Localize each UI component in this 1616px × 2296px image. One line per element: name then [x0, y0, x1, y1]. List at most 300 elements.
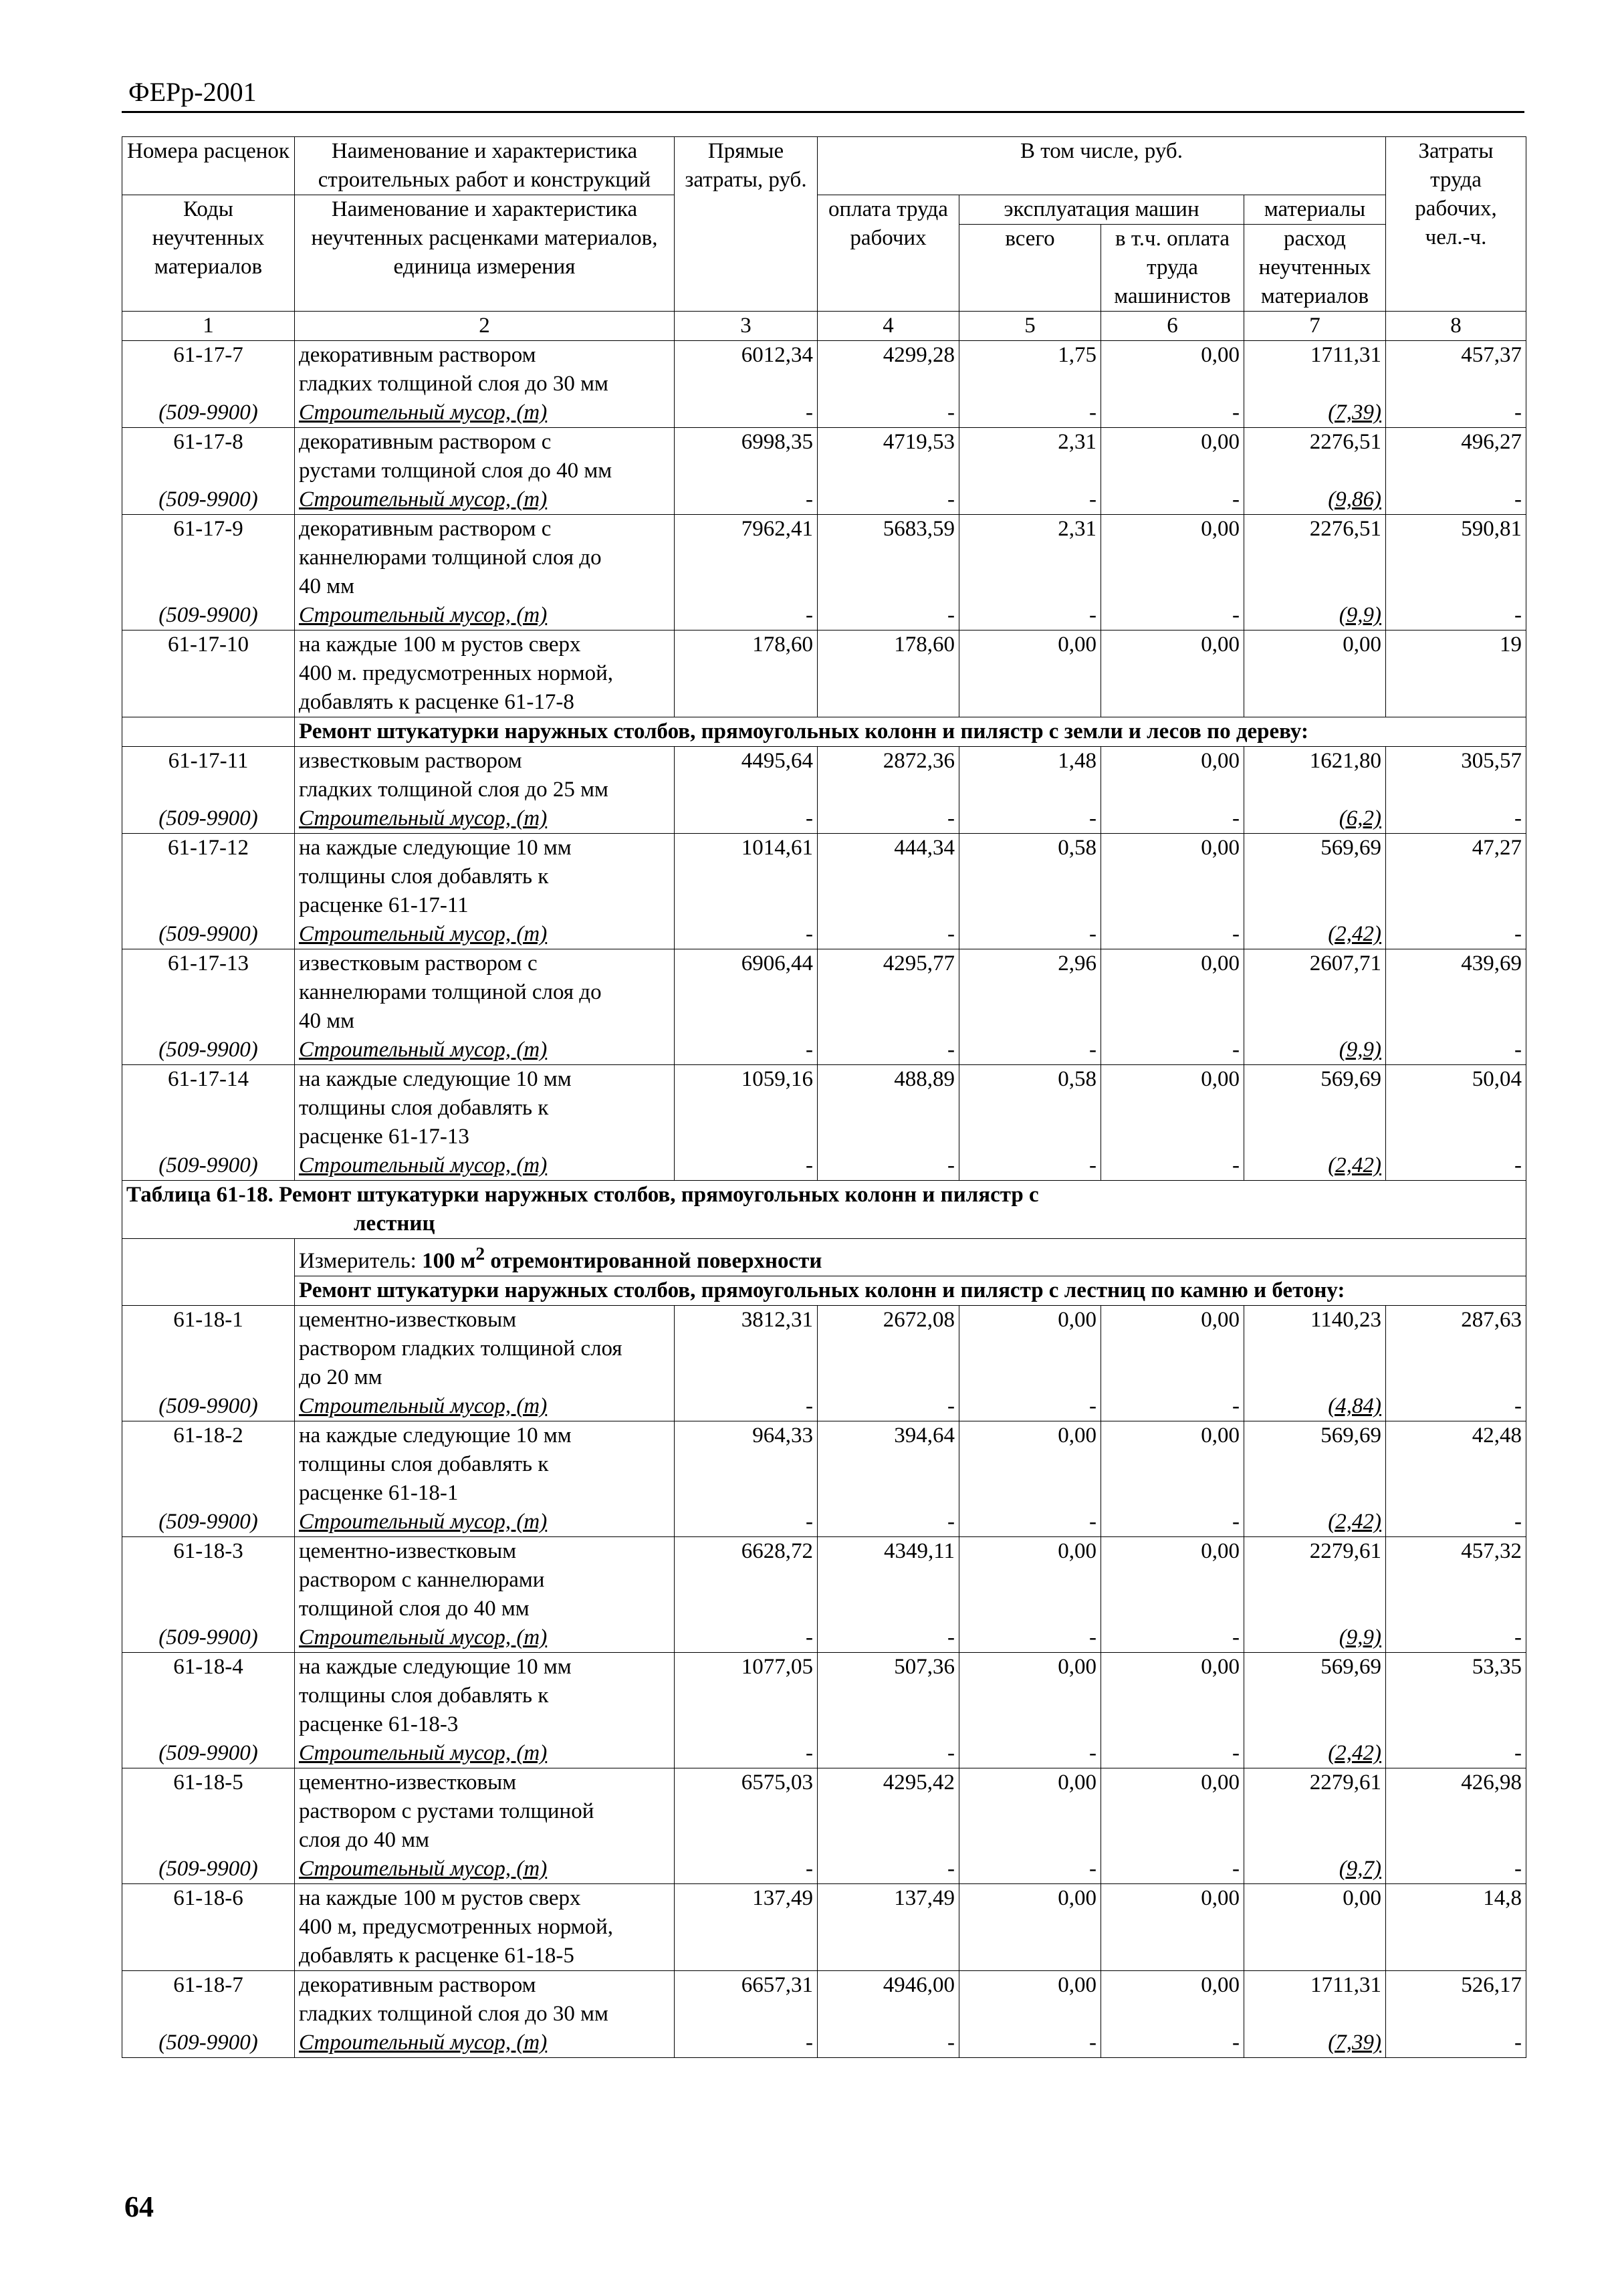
- rate-code: 61-17-8: [122, 428, 295, 457]
- rate-description: на каждые 100 м рустов сверх: [295, 1884, 675, 1914]
- empty-cell: [1386, 1094, 1526, 1123]
- rate-code: 61-18-7: [122, 1971, 295, 2000]
- rate-value: 42,48: [1386, 1421, 1526, 1451]
- material-description: Строительный мусор, (т): [295, 1151, 675, 1181]
- material-value: -: [959, 398, 1101, 428]
- material-value: -: [1101, 2029, 1244, 2058]
- material-value: (9,9): [1244, 1623, 1386, 1653]
- section-b-title-row: [122, 717, 1526, 747]
- rate-value: 0,58: [959, 834, 1101, 863]
- material-value: -: [818, 2029, 959, 2058]
- rate-description: 40 мм: [295, 572, 675, 601]
- material-value: -: [1101, 1623, 1244, 1653]
- rate-description: гладких толщиной слоя до 25 мм: [295, 776, 675, 804]
- empty-cell: [122, 659, 295, 688]
- rate-value: 6628,72: [675, 1537, 818, 1567]
- material-value: -: [959, 1036, 1101, 1065]
- material-value: (6,2): [1244, 804, 1386, 834]
- empty-cell: [1101, 1595, 1244, 1623]
- empty-cell: [959, 1566, 1101, 1595]
- empty-cell: [1386, 863, 1526, 891]
- empty-cell: [122, 1363, 295, 1392]
- empty-cell: [1386, 2000, 1526, 2029]
- material-row: [122, 1508, 1526, 1537]
- rate-code: 61-17-12: [122, 834, 295, 863]
- rate-description: раствором гладких толщиной слоя: [295, 1335, 675, 1363]
- header-col2-top: Наименование и характеристика строительных работ и конструкций: [295, 137, 675, 195]
- rate-value: 0,00: [959, 1653, 1101, 1682]
- header-row-2: [122, 195, 1526, 225]
- material-row: [122, 1739, 1526, 1768]
- empty-cell: [122, 1094, 295, 1123]
- rate-description: расценке 61-17-13: [295, 1123, 675, 1151]
- material-value: -: [675, 485, 818, 515]
- rate-description: рустами толщиной слоя до 40 мм: [295, 457, 675, 485]
- empty-cell: [1386, 1450, 1526, 1479]
- empty-cell: [1244, 688, 1386, 717]
- header-materials-label: материалы: [1244, 195, 1386, 225]
- material-value: (9,86): [1244, 485, 1386, 515]
- empty-cell: [959, 1710, 1101, 1739]
- empty-cell: [122, 863, 295, 891]
- rate-value: 2607,71: [1244, 949, 1386, 979]
- material-value: -: [959, 1623, 1101, 1653]
- empty-cell: [1386, 457, 1526, 485]
- rate-value: 6998,35: [675, 428, 818, 457]
- rate-value: 2,96: [959, 949, 1101, 979]
- material-value: -: [1101, 601, 1244, 630]
- material-value: (7,39): [1244, 398, 1386, 428]
- material-description: Строительный мусор, (т): [295, 1739, 675, 1768]
- empty-cell: [122, 370, 295, 398]
- material-description: Строительный мусор, (т): [295, 2029, 675, 2058]
- material-row: [122, 1392, 1526, 1421]
- empty-cell: [122, 1566, 295, 1595]
- rate-code: 61-18-3: [122, 1537, 295, 1567]
- table-18-rows: [122, 1306, 1526, 2058]
- material-value: -: [1386, 804, 1526, 834]
- rate-description: толщины слоя добавлять к: [295, 863, 675, 891]
- table-row: [122, 630, 1526, 660]
- empty-cell: [959, 1682, 1101, 1710]
- material-value: -: [818, 1036, 959, 1065]
- empty-cell: [1244, 891, 1386, 920]
- empty-cell: [675, 1363, 818, 1392]
- empty-cell: [1244, 1566, 1386, 1595]
- rate-value: 1,75: [959, 341, 1101, 370]
- table-row: [122, 1537, 1526, 1567]
- rate-description: известковым раствором с: [295, 949, 675, 979]
- rate-code: 61-18-4: [122, 1653, 295, 1682]
- empty-cell: [818, 1826, 959, 1855]
- empty-cell: [675, 572, 818, 601]
- rate-code: 61-18-5: [122, 1768, 295, 1798]
- material-value: -: [959, 601, 1101, 630]
- rate-value: 53,35: [1386, 1653, 1526, 1682]
- table-row: [122, 891, 1526, 920]
- rate-value: 178,60: [675, 630, 818, 660]
- empty-cell: [959, 1595, 1101, 1623]
- rate-description: цементно-известковым: [295, 1537, 675, 1567]
- table-row: [122, 1479, 1526, 1508]
- header-group-label: В том числе, руб.: [818, 137, 1386, 195]
- empty-cell: [675, 370, 818, 398]
- empty-cell: [675, 1007, 818, 1036]
- rate-value: 1711,31: [1244, 1971, 1386, 2000]
- rate-value: 0,00: [1101, 515, 1244, 544]
- material-value: -: [959, 1508, 1101, 1537]
- rate-description: гладких толщиной слоя до 30 мм: [295, 370, 675, 398]
- rate-code: 61-17-13: [122, 949, 295, 979]
- empty-cell: [818, 572, 959, 601]
- empty-cell: [1244, 1007, 1386, 1036]
- empty-cell: [959, 2000, 1101, 2029]
- header-row-1: [122, 137, 1526, 195]
- table-18-title-line1: Таблица 61-18. Ремонт штукатурки наружных столбов, прямоугольных колонн и пилястр с: [126, 1183, 1039, 1207]
- empty-cell: [675, 863, 818, 891]
- empty-cell: [1101, 2000, 1244, 2029]
- empty-cell: [1244, 1826, 1386, 1855]
- material-code: (509-9900): [122, 804, 295, 834]
- empty-cell: [1101, 1942, 1244, 1971]
- rate-value: 0,00: [1101, 1306, 1244, 1335]
- rate-value: 0,00: [1244, 630, 1386, 660]
- rate-value: 2279,61: [1244, 1537, 1386, 1567]
- table-row: [122, 1653, 1526, 1682]
- table-row: [122, 1566, 1526, 1595]
- table-row: [122, 1942, 1526, 1971]
- table-18-meter: [295, 1239, 1526, 1276]
- material-code: (509-9900): [122, 398, 295, 428]
- table-row: [122, 1710, 1526, 1739]
- rate-value: 526,17: [1386, 1971, 1526, 2000]
- rate-value: 2672,08: [818, 1306, 959, 1335]
- empty-cell: [959, 891, 1101, 920]
- empty-cell: [818, 1123, 959, 1151]
- empty-cell: [959, 1123, 1101, 1151]
- rate-value: 6575,03: [675, 1768, 818, 1798]
- empty-cell: [1101, 1363, 1244, 1392]
- empty-cell: [122, 1797, 295, 1826]
- meter-suffix: отремонтированной поверхности: [485, 1249, 822, 1273]
- material-description: Строительный мусор, (т): [295, 920, 675, 949]
- rate-value: 0,00: [1101, 341, 1244, 370]
- empty-cell: [1386, 1007, 1526, 1036]
- empty-cell: [818, 1710, 959, 1739]
- rate-value: 1,48: [959, 747, 1101, 776]
- material-value: (4,84): [1244, 1392, 1386, 1421]
- empty-cell: [675, 2000, 818, 2029]
- material-value: (7,39): [1244, 2029, 1386, 2058]
- empty-cell: [1101, 1826, 1244, 1855]
- material-value: -: [675, 1392, 818, 1421]
- empty-cell: [1101, 544, 1244, 572]
- material-code: (509-9900): [122, 1508, 295, 1537]
- rate-value: 0,00: [1101, 630, 1244, 660]
- column-number: 8: [1386, 312, 1526, 341]
- table-row: [122, 863, 1526, 891]
- rate-description: гладких толщиной слоя до 30 мм: [295, 2000, 675, 2029]
- rate-value: 3812,31: [675, 1306, 818, 1335]
- empty-cell: [818, 370, 959, 398]
- empty-cell: [675, 776, 818, 804]
- rate-description: декоративным раствором: [295, 341, 675, 370]
- empty-cell: [1386, 1479, 1526, 1508]
- table-row: [122, 1768, 1526, 1798]
- material-description: Строительный мусор, (т): [295, 398, 675, 428]
- rate-value: 569,69: [1244, 1421, 1386, 1451]
- material-row: [122, 920, 1526, 949]
- rate-value: 590,81: [1386, 515, 1526, 544]
- table-row: [122, 2000, 1526, 2029]
- rate-value: 1711,31: [1244, 341, 1386, 370]
- empty-cell: [1101, 370, 1244, 398]
- empty-cell: [1101, 776, 1244, 804]
- table-row: [122, 1797, 1526, 1826]
- empty-cell: [122, 1479, 295, 1508]
- table-row: [122, 1826, 1526, 1855]
- table-18-section-title: Ремонт штукатурки наружных столбов, прямоугольных колонн и пилястр с лестниц по камню и бетону:: [295, 1276, 1526, 1306]
- table-row: [122, 1335, 1526, 1363]
- rate-code: 61-18-1: [122, 1306, 295, 1335]
- section-a-rows: [122, 341, 1526, 717]
- rate-value: 4349,11: [818, 1537, 959, 1567]
- table-row: [122, 341, 1526, 370]
- empty-cell: [959, 1479, 1101, 1508]
- empty-cell: [1101, 1094, 1244, 1123]
- table-row: [122, 515, 1526, 544]
- empty-cell: [1386, 1913, 1526, 1942]
- material-value: -: [675, 601, 818, 630]
- header-col4: оплата труда рабочих: [818, 195, 959, 312]
- empty-cell: [675, 1682, 818, 1710]
- rate-value: 19: [1386, 630, 1526, 660]
- material-row: [122, 2029, 1526, 2058]
- material-value: (2,42): [1244, 920, 1386, 949]
- empty-cell: [122, 1595, 295, 1623]
- material-code: (509-9900): [122, 1855, 295, 1884]
- rate-description: на каждые следующие 10 мм: [295, 1653, 675, 1682]
- empty-cell: [675, 1479, 818, 1508]
- empty-cell: [959, 1942, 1101, 1971]
- table-row: [122, 1682, 1526, 1710]
- rate-value: 4495,64: [675, 747, 818, 776]
- rate-description: на каждые следующие 10 мм: [295, 1421, 675, 1451]
- empty-cell: [1386, 659, 1526, 688]
- rate-description: 400 м, предусмотренных нормой,: [295, 1913, 675, 1942]
- rate-value: 2872,36: [818, 747, 959, 776]
- rate-description: декоративным раствором с: [295, 515, 675, 544]
- material-value: -: [675, 804, 818, 834]
- empty-cell: [1386, 776, 1526, 804]
- material-value: -: [1101, 485, 1244, 515]
- empty-cell: [818, 688, 959, 717]
- rate-value: 0,00: [1101, 834, 1244, 863]
- rate-description: каннелюрами толщиной слоя до: [295, 544, 675, 572]
- empty-cell: [1386, 370, 1526, 398]
- table-row: [122, 1065, 1526, 1095]
- material-code: (509-9900): [122, 2029, 295, 2058]
- empty-cell: [1101, 1797, 1244, 1826]
- rate-description: 40 мм: [295, 1007, 675, 1036]
- material-value: -: [1386, 1508, 1526, 1537]
- rate-value: 6657,31: [675, 1971, 818, 2000]
- rate-value: 4295,77: [818, 949, 959, 979]
- rate-value: 1059,16: [675, 1065, 818, 1095]
- empty-cell: [675, 1335, 818, 1363]
- material-value: -: [818, 601, 959, 630]
- column-number: 4: [818, 312, 959, 341]
- rate-value: 4299,28: [818, 341, 959, 370]
- empty-cell: [959, 370, 1101, 398]
- empty-cell: [1244, 1335, 1386, 1363]
- material-value: -: [818, 398, 959, 428]
- rate-value: 394,64: [818, 1421, 959, 1451]
- empty-cell: [675, 1450, 818, 1479]
- meter-prefix: Измеритель:: [299, 1249, 423, 1273]
- empty-cell: [122, 978, 295, 1007]
- rate-description: цементно-известковым: [295, 1306, 675, 1335]
- material-value: (2,42): [1244, 1739, 1386, 1768]
- material-code: (509-9900): [122, 1739, 295, 1768]
- empty-cell: [959, 1797, 1101, 1826]
- material-value: (2,42): [1244, 1508, 1386, 1537]
- header-col6: в т.ч. оплата труда машинистов: [1101, 225, 1244, 312]
- rate-value: 1014,61: [675, 834, 818, 863]
- rate-value: 569,69: [1244, 1065, 1386, 1095]
- rate-value: 2276,51: [1244, 428, 1386, 457]
- empty-cell: [1244, 544, 1386, 572]
- rate-value: 6012,34: [675, 341, 818, 370]
- empty-cell: [959, 1363, 1101, 1392]
- rate-code: 61-17-9: [122, 515, 295, 544]
- material-value: -: [1101, 1151, 1244, 1181]
- material-row: [122, 1855, 1526, 1884]
- empty-cell: [1101, 1682, 1244, 1710]
- empty-cell: [959, 1007, 1101, 1036]
- empty-cell: [1386, 688, 1526, 717]
- material-value: -: [1101, 804, 1244, 834]
- empty-cell: [959, 688, 1101, 717]
- empty-cell: [122, 2000, 295, 2029]
- header-numbers-row: [122, 312, 1526, 341]
- rate-value: 0,00: [959, 1768, 1101, 1798]
- empty-cell: [959, 1913, 1101, 1942]
- material-value: -: [818, 1739, 959, 1768]
- header-col7: расход неучтенных материалов: [1244, 225, 1386, 312]
- empty-cell: [1386, 978, 1526, 1007]
- table-18-title-row: [122, 1181, 1526, 1239]
- material-value: -: [675, 1036, 818, 1065]
- empty-cell: [675, 659, 818, 688]
- rate-value: 457,37: [1386, 341, 1526, 370]
- table-18-meter-row: [122, 1239, 1526, 1276]
- empty-cell: [1386, 1123, 1526, 1151]
- empty-cell: [122, 1450, 295, 1479]
- material-code: (509-9900): [122, 485, 295, 515]
- empty-cell: [959, 863, 1101, 891]
- table-row: [122, 834, 1526, 863]
- empty-cell: [1386, 544, 1526, 572]
- empty-cell: [1101, 863, 1244, 891]
- empty-cell: [818, 1595, 959, 1623]
- material-value: -: [1101, 1392, 1244, 1421]
- table-row: [122, 659, 1526, 688]
- table-row: [122, 1123, 1526, 1151]
- material-value: -: [1386, 920, 1526, 949]
- material-code: (509-9900): [122, 1036, 295, 1065]
- rate-value: 439,69: [1386, 949, 1526, 979]
- material-value: -: [818, 1623, 959, 1653]
- rate-value: 0,00: [1101, 1971, 1244, 2000]
- empty-cell: [122, 572, 295, 601]
- material-value: -: [1101, 398, 1244, 428]
- material-value: -: [959, 1739, 1101, 1768]
- rate-value: 2,31: [959, 428, 1101, 457]
- column-number: 1: [122, 312, 295, 341]
- material-value: -: [1386, 398, 1526, 428]
- header-machines-label: эксплуатация машин: [959, 195, 1244, 225]
- empty-cell: [1101, 1913, 1244, 1942]
- empty-cell: [1386, 1797, 1526, 1826]
- rate-value: 1621,80: [1244, 747, 1386, 776]
- rate-value: 0,00: [959, 1884, 1101, 1914]
- rate-description: расценке 61-17-11: [295, 891, 675, 920]
- material-value: -: [959, 2029, 1101, 2058]
- header-col1-top: Номера расценок: [122, 137, 295, 195]
- empty-cell: [1101, 1450, 1244, 1479]
- empty-cell: [1101, 688, 1244, 717]
- table-row: [122, 747, 1526, 776]
- empty-cell: [675, 1826, 818, 1855]
- empty-cell: [1101, 1566, 1244, 1595]
- document-title: ФЕРр-2001: [128, 77, 257, 107]
- rate-description: на каждые следующие 10 мм: [295, 1065, 675, 1095]
- rate-value: 0,00: [959, 1306, 1101, 1335]
- material-description: Строительный мусор, (т): [295, 1508, 675, 1537]
- rate-value: 1140,23: [1244, 1306, 1386, 1335]
- material-value: -: [818, 485, 959, 515]
- rate-value: 287,63: [1386, 1306, 1526, 1335]
- empty-cell: [818, 1566, 959, 1595]
- empty-cell: [959, 1094, 1101, 1123]
- empty-cell: [1386, 1595, 1526, 1623]
- header-col3: Прямые затраты, руб.: [675, 137, 818, 312]
- material-value: -: [1386, 485, 1526, 515]
- rate-description: толщины слоя добавлять к: [295, 1682, 675, 1710]
- table-row: [122, 1306, 1526, 1335]
- table-row: [122, 688, 1526, 717]
- material-row: [122, 601, 1526, 630]
- material-value: -: [1386, 1392, 1526, 1421]
- empty-cell: [675, 891, 818, 920]
- rate-value: 507,36: [818, 1653, 959, 1682]
- rate-value: 2,31: [959, 515, 1101, 544]
- empty-cell: [1386, 1826, 1526, 1855]
- material-value: -: [818, 920, 959, 949]
- table-row: [122, 1450, 1526, 1479]
- empty-cell: [1386, 1566, 1526, 1595]
- table-row: [122, 572, 1526, 601]
- empty-cell: [1244, 1595, 1386, 1623]
- empty-cell: [818, 457, 959, 485]
- material-description: Строительный мусор, (т): [295, 804, 675, 834]
- material-value: -: [1386, 601, 1526, 630]
- empty-cell: [1244, 457, 1386, 485]
- rate-description: добавлять к расценке 61-18-5: [295, 1942, 675, 1971]
- column-number: 7: [1244, 312, 1386, 341]
- empty-cell: [1244, 1942, 1386, 1971]
